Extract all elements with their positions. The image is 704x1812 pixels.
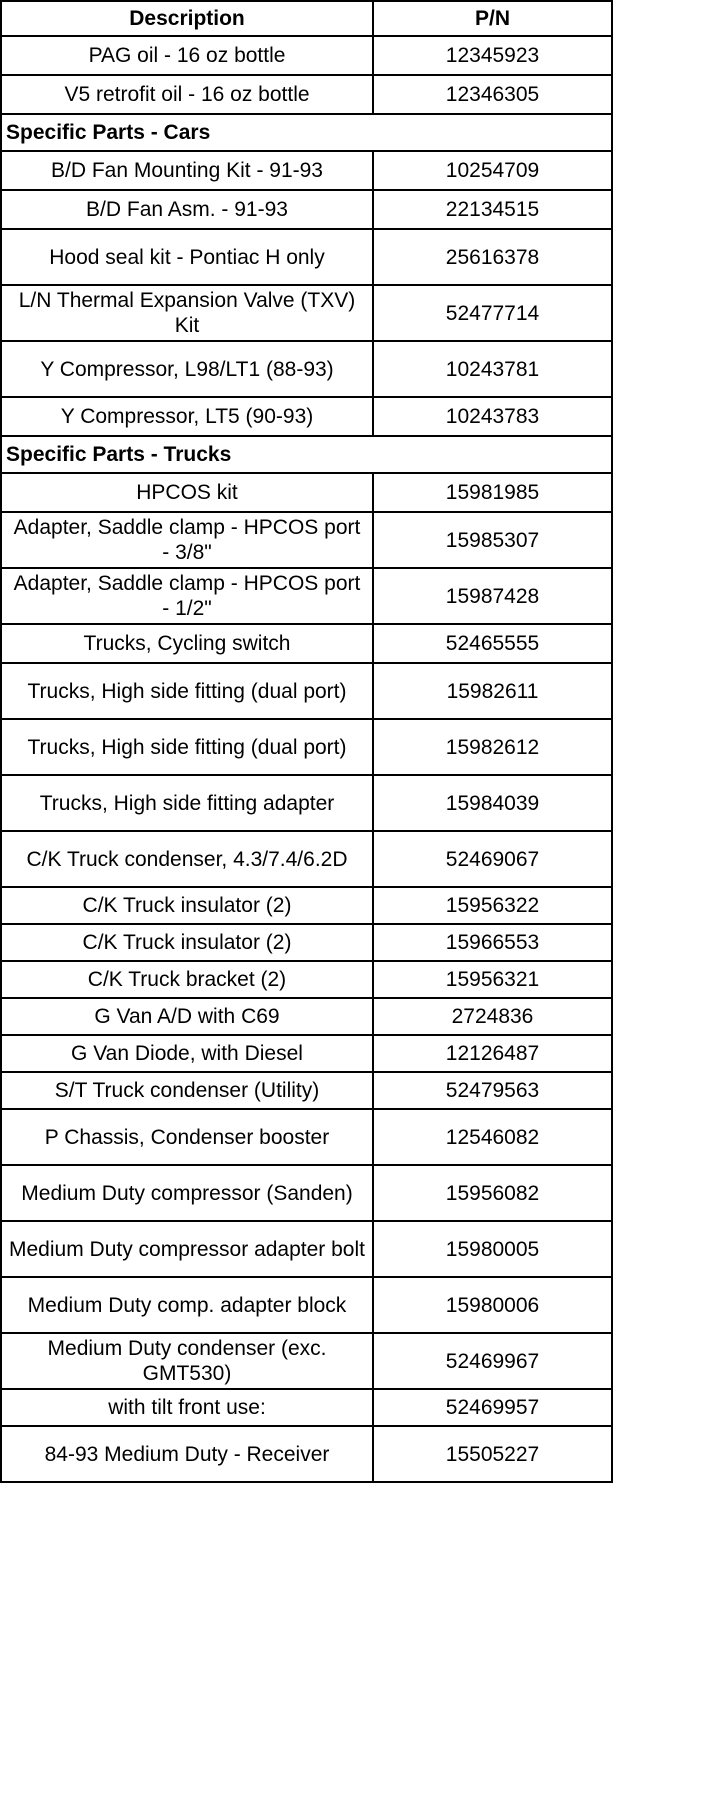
part-number-cell: 25616378 xyxy=(373,229,612,285)
table-row xyxy=(1,151,612,190)
table-row xyxy=(1,1035,612,1072)
part-number-cell: 2724836 xyxy=(373,998,612,1035)
description-cell: Medium Duty comp. adapter block xyxy=(1,1277,373,1333)
header-part-number: P/N xyxy=(373,1,612,36)
table-row xyxy=(1,229,612,285)
description-cell: Trucks, High side fitting (dual port) xyxy=(1,719,373,775)
part-number-cell: 15956321 xyxy=(373,961,612,998)
part-number-cell: 15956322 xyxy=(373,887,612,924)
section-row xyxy=(1,436,612,473)
description-cell: Y Compressor, L98/LT1 (88-93) xyxy=(1,341,373,397)
table-row xyxy=(1,397,612,436)
part-number-cell: 15984039 xyxy=(373,775,612,831)
description-cell: Trucks, High side fitting (dual port) xyxy=(1,663,373,719)
description-cell: Adapter, Saddle clamp - HPCOS port - 1/2" xyxy=(1,568,373,624)
table-row xyxy=(1,775,612,831)
header-description: Description xyxy=(1,1,373,36)
description-cell: C/K Truck condenser, 4.3/7.4/6.2D xyxy=(1,831,373,887)
description-cell: G Van Diode, with Diesel xyxy=(1,1035,373,1072)
description-cell: Hood seal kit - Pontiac H only xyxy=(1,229,373,285)
part-number-cell: 15966553 xyxy=(373,924,612,961)
part-number-cell: 15981985 xyxy=(373,473,612,512)
part-number-cell: 52477714 xyxy=(373,285,612,341)
table-row xyxy=(1,75,612,114)
table-row xyxy=(1,568,612,624)
table-row xyxy=(1,1109,612,1165)
table-row xyxy=(1,831,612,887)
part-number-cell: 52469067 xyxy=(373,831,612,887)
description-cell: B/D Fan Asm. - 91-93 xyxy=(1,190,373,229)
description-cell: S/T Truck condenser (Utility) xyxy=(1,1072,373,1109)
section-heading: Specific Parts - Cars xyxy=(1,114,612,151)
part-number-cell: 10243783 xyxy=(373,397,612,436)
part-number-cell: 10243781 xyxy=(373,341,612,397)
description-cell: PAG oil - 16 oz bottle xyxy=(1,36,373,75)
table-row xyxy=(1,285,612,341)
table-row xyxy=(1,961,612,998)
table-row xyxy=(1,1426,612,1482)
part-number-cell: 12346305 xyxy=(373,75,612,114)
table-body xyxy=(1,36,612,1482)
table-row xyxy=(1,473,612,512)
section-heading: Specific Parts - Trucks xyxy=(1,436,612,473)
description-cell: V5 retrofit oil - 16 oz bottle xyxy=(1,75,373,114)
description-cell: 84-93 Medium Duty - Receiver xyxy=(1,1426,373,1482)
section-row xyxy=(1,114,612,151)
part-number-cell: 15956082 xyxy=(373,1165,612,1221)
part-number-cell: 15505227 xyxy=(373,1426,612,1482)
table-row xyxy=(1,624,612,663)
description-cell: B/D Fan Mounting Kit - 91-93 xyxy=(1,151,373,190)
part-number-cell: 52469957 xyxy=(373,1389,612,1426)
table-row xyxy=(1,1389,612,1426)
table-row xyxy=(1,512,612,568)
description-cell: C/K Truck insulator (2) xyxy=(1,887,373,924)
description-cell: Trucks, Cycling switch xyxy=(1,624,373,663)
part-number-cell: 15985307 xyxy=(373,512,612,568)
table-row xyxy=(1,1072,612,1109)
table-row xyxy=(1,719,612,775)
description-cell: Medium Duty compressor adapter bolt xyxy=(1,1221,373,1277)
part-number-cell: 10254709 xyxy=(373,151,612,190)
table-row xyxy=(1,341,612,397)
table-row xyxy=(1,1333,612,1389)
description-cell: Trucks, High side fitting adapter xyxy=(1,775,373,831)
part-number-cell: 15982612 xyxy=(373,719,612,775)
part-number-cell: 15982611 xyxy=(373,663,612,719)
description-cell: Adapter, Saddle clamp - HPCOS port - 3/8" xyxy=(1,512,373,568)
part-number-cell: 12345923 xyxy=(373,36,612,75)
part-number-cell: 15987428 xyxy=(373,568,612,624)
table-row xyxy=(1,998,612,1035)
description-cell: with tilt front use: xyxy=(1,1389,373,1426)
part-number-cell: 22134515 xyxy=(373,190,612,229)
part-number-cell: 12126487 xyxy=(373,1035,612,1072)
description-cell: L/N Thermal Expansion Valve (TXV) Kit xyxy=(1,285,373,341)
table-row xyxy=(1,36,612,75)
part-number-cell: 52465555 xyxy=(373,624,612,663)
part-number-cell: 52469967 xyxy=(373,1333,612,1389)
description-cell: C/K Truck bracket (2) xyxy=(1,961,373,998)
table-row xyxy=(1,887,612,924)
table-row xyxy=(1,190,612,229)
header-row xyxy=(1,1,612,36)
table-row xyxy=(1,924,612,961)
description-cell: C/K Truck insulator (2) xyxy=(1,924,373,961)
part-number-cell: 52479563 xyxy=(373,1072,612,1109)
description-cell: Medium Duty condenser (exc. GMT530) xyxy=(1,1333,373,1389)
description-cell: P Chassis, Condenser booster xyxy=(1,1109,373,1165)
table-row xyxy=(1,663,612,719)
part-number-cell: 12546082 xyxy=(373,1109,612,1165)
description-cell: HPCOS kit xyxy=(1,473,373,512)
part-number-cell: 15980005 xyxy=(373,1221,612,1277)
table-row xyxy=(1,1221,612,1277)
description-cell: Medium Duty compressor (Sanden) xyxy=(1,1165,373,1221)
description-cell: Y Compressor, LT5 (90-93) xyxy=(1,397,373,436)
table-row xyxy=(1,1165,612,1221)
description-cell: G Van A/D with C69 xyxy=(1,998,373,1035)
part-number-cell: 15980006 xyxy=(373,1277,612,1333)
table-row xyxy=(1,1277,612,1333)
